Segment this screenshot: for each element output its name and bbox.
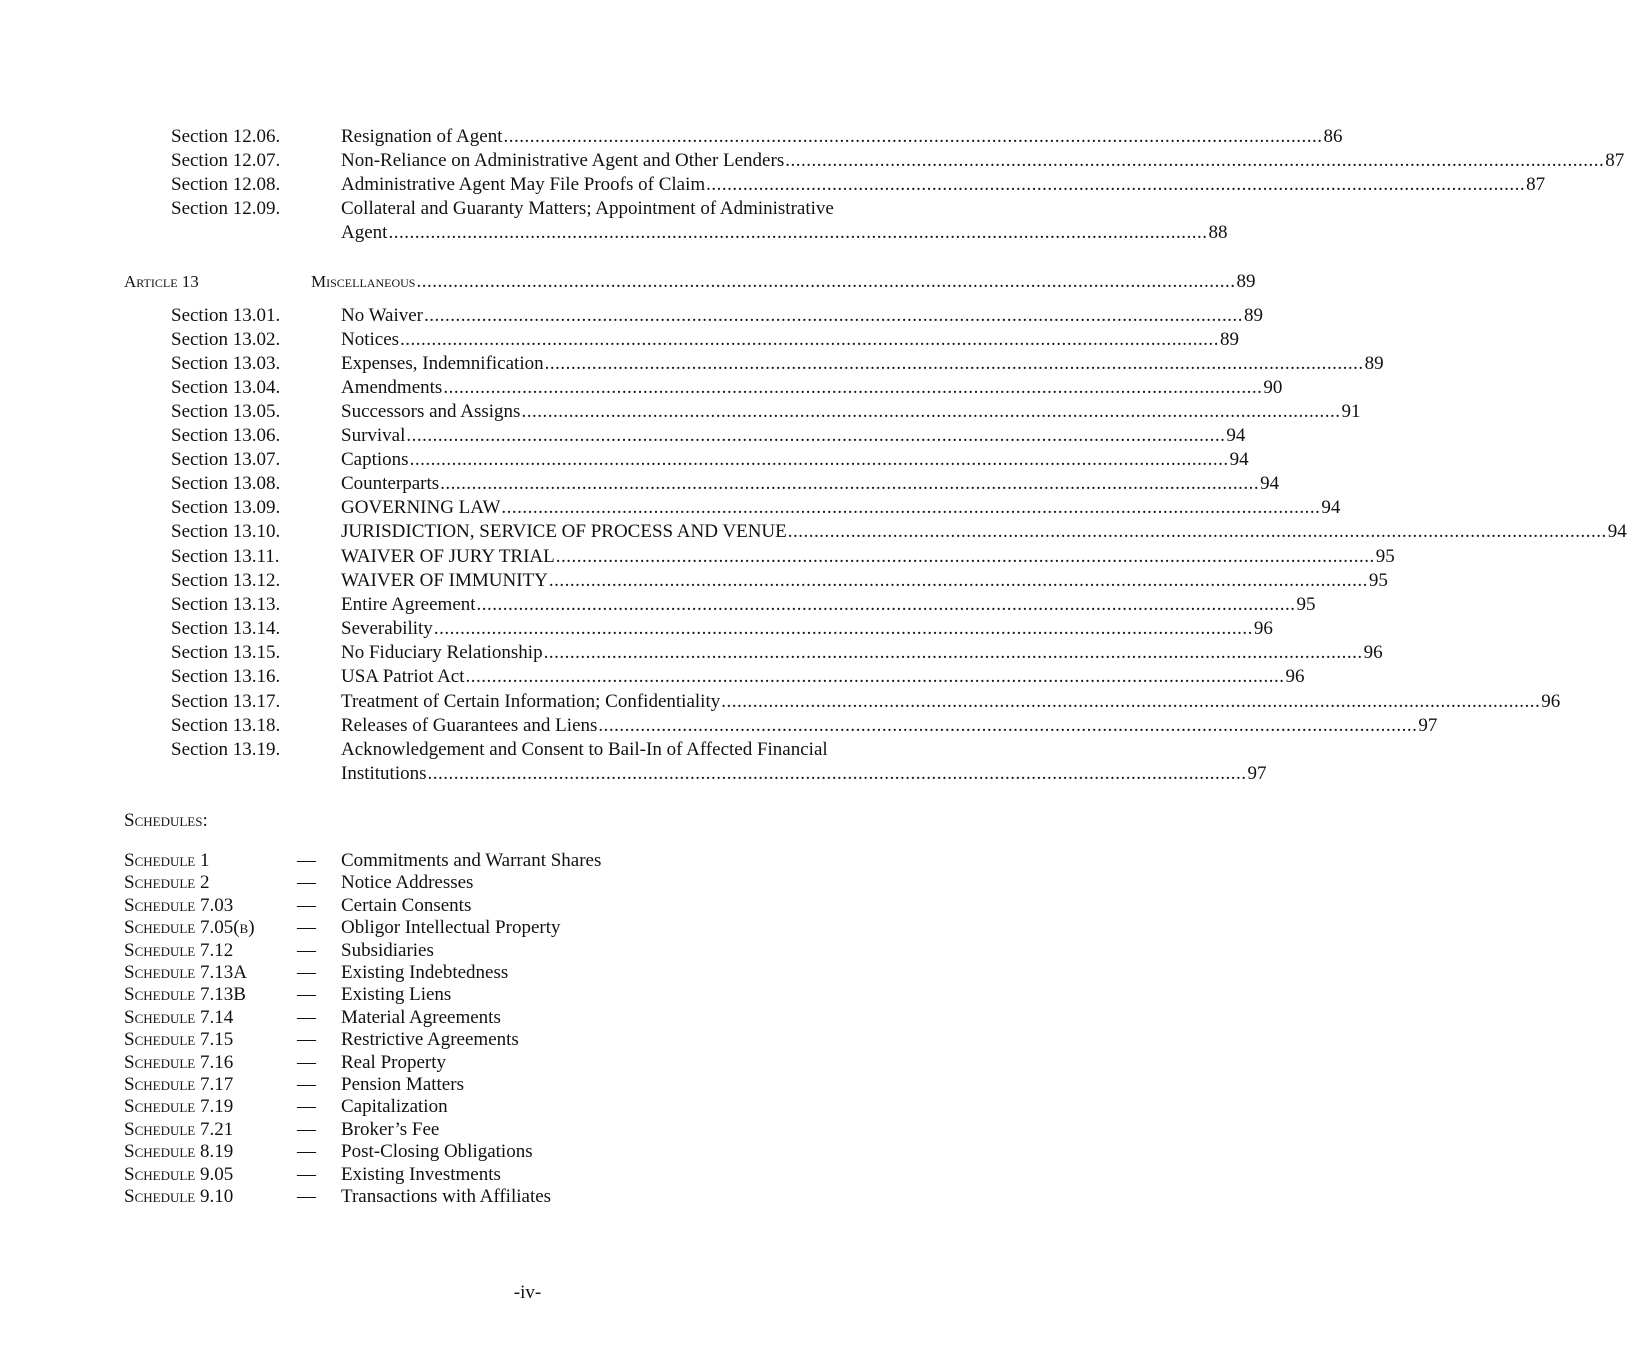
section-title: Releases of Guarantees and Liens [341, 715, 598, 736]
section-title: Treatment of Certain Information; Confidentiality [341, 691, 721, 712]
section-number: Section 13.02. [171, 329, 281, 350]
em-dash: — [297, 895, 316, 916]
section-title: Administrative Agent May File Proofs of Claim [341, 174, 706, 195]
schedule-description: Broker’s Fee [341, 1119, 440, 1140]
schedule-description: Material Agreements [341, 1007, 501, 1028]
page-ref: 96 [1541, 691, 1561, 712]
em-dash: — [297, 1119, 316, 1140]
section-title: Non-Reliance on Administrative Agent and Other Lenders [341, 150, 785, 171]
section-number: Section 13.16. [171, 666, 281, 687]
section-number: Section 13.01. [171, 305, 281, 326]
dot-leader: ............................................................................................................................................................ [543, 642, 1363, 663]
section-number: Section 13.15. [171, 642, 281, 663]
em-dash: — [297, 1141, 316, 1162]
section-title: Resignation of Agent [341, 126, 503, 147]
page-ref: 91 [1341, 401, 1361, 422]
schedule-label: Schedule 8.19 [124, 1141, 234, 1162]
section-number: Section 13.19. [171, 739, 281, 760]
em-dash: — [297, 984, 316, 1005]
schedule-description: Certain Consents [341, 895, 472, 916]
section-number: Section 13.12. [171, 570, 281, 591]
section-number: Section 13.10. [171, 521, 281, 542]
section-number: Section 12.08. [171, 174, 281, 195]
dot-leader: ............................................................................................................................................................ [721, 691, 1541, 712]
dot-leader: ............................................................................................................................................................ [548, 570, 1368, 591]
page-ref: 94 [1607, 521, 1627, 542]
section-title: Collateral and Guaranty Matters; Appointment of Administrative [341, 198, 834, 219]
section-title: USA Patriot Act [341, 666, 465, 687]
section-number: Section 13.09. [171, 497, 281, 518]
page-ref: 96 [1363, 642, 1383, 663]
schedule-description: Restrictive Agreements [341, 1029, 519, 1050]
section-title: Successors and Assigns [341, 401, 521, 422]
em-dash: — [297, 917, 316, 938]
dot-leader: ............................................................................................................................................................ [409, 449, 1229, 470]
page-ref: 89 [1220, 329, 1240, 350]
em-dash: — [297, 1052, 316, 1073]
schedule-description: Subsidiaries [341, 940, 434, 961]
section-title: Severability [341, 618, 433, 639]
schedule-description: Capitalization [341, 1096, 448, 1117]
page-ref: 95 [1368, 570, 1388, 591]
em-dash: — [297, 1029, 316, 1050]
section-title: No Fiduciary Relationship [341, 642, 543, 663]
section-number: Section 13.05. [171, 401, 281, 422]
schedule-label: Schedule 7.15 [124, 1029, 234, 1050]
page-number: -iv- [513, 1282, 542, 1303]
section-title: WAIVER OF IMMUNITY [341, 570, 548, 591]
section-title: Amendments [341, 377, 443, 398]
schedule-label: Schedule 1 [124, 850, 210, 871]
schedule-label: Schedule 7.13B [124, 984, 246, 1005]
em-dash: — [297, 1007, 316, 1028]
schedule-label: Schedule 7.19 [124, 1096, 234, 1117]
section-number: Section 13.07. [171, 449, 281, 470]
page-ref: 95 [1296, 594, 1316, 615]
page-ref: 90 [1263, 377, 1283, 398]
schedule-label: Schedule 7.03 [124, 895, 234, 916]
dot-leader: ............................................................................................................................................................ [521, 401, 1341, 422]
section-number: Section 13.11. [171, 546, 280, 567]
schedule-label: Schedule 7.17 [124, 1074, 234, 1095]
page-ref: 97 [1247, 763, 1267, 784]
section-number: Section 12.07. [171, 150, 281, 171]
page-ref: 94 [1260, 473, 1280, 494]
section-number: Section 12.06. [171, 126, 281, 147]
dot-leader: ............................................................................................................................................................ [706, 174, 1526, 195]
page-ref: 89 [1244, 305, 1264, 326]
page-ref: 89 [1364, 353, 1384, 374]
page-ref: 96 [1253, 618, 1273, 639]
dot-leader: ............................................................................................................................................................ [503, 126, 1323, 147]
dot-leader: ............................................................................................................................................................ [598, 715, 1418, 736]
section-title: Captions [341, 449, 409, 470]
article-label: Article 13 [124, 272, 199, 291]
section-number: Section 13.06. [171, 425, 281, 446]
page-ref: 88 [1208, 222, 1228, 243]
dot-leader: ............................................................................................................................................................ [465, 666, 1285, 687]
schedule-description: Real Property [341, 1052, 447, 1073]
dot-leader: ............................................................................................................................................................ [416, 271, 1236, 292]
schedule-label: Schedule 9.10 [124, 1186, 234, 1207]
em-dash: — [297, 1096, 316, 1117]
page-ref: 94 [1229, 449, 1249, 470]
section-title: JURISDICTION, SERVICE OF PROCESS AND VENUE [341, 521, 787, 542]
section-title: Counterparts [341, 473, 440, 494]
section-number: Section 13.04. [171, 377, 281, 398]
schedule-label: Schedule 7.05(b) [124, 917, 255, 938]
section-title: Entire Agreement [341, 594, 476, 615]
page-ref: 87 [1605, 150, 1625, 171]
em-dash: — [297, 872, 316, 893]
page-ref: 87 [1526, 174, 1546, 195]
dot-leader: ............................................................................................................................................................ [555, 546, 1375, 567]
dot-leader: ............................................................................................................................................................ [787, 521, 1607, 542]
dot-leader: ............................................................................................................................................................ [785, 150, 1605, 171]
dot-leader: ............................................................................................................................................................ [433, 618, 1253, 639]
page-ref: 95 [1375, 546, 1395, 567]
section-title: Survival [341, 425, 406, 446]
section-title: Acknowledgement and Consent to Bail-In of Affected Financial [341, 739, 828, 760]
section-number: Section 13.13. [171, 594, 281, 615]
dot-leader: ............................................................................................................................................................ [388, 222, 1208, 243]
page-ref: 94 [1321, 497, 1341, 518]
section-number: Section 12.09. [171, 198, 281, 219]
page-ref: 86 [1323, 126, 1343, 147]
section-title: Expenses, Indemnification [341, 353, 544, 374]
em-dash: — [297, 962, 316, 983]
section-title-continued: Agent [341, 222, 388, 243]
em-dash: — [297, 1186, 316, 1207]
schedule-label: Schedule 7.14 [124, 1007, 234, 1028]
page-ref: 89 [1236, 271, 1256, 292]
section-number: Section 13.03. [171, 353, 281, 374]
section-title: WAIVER OF JURY TRIAL [341, 546, 555, 567]
em-dash: — [297, 940, 316, 961]
section-number: Section 13.17. [171, 691, 281, 712]
dot-leader: ............................................................................................................................................................ [406, 425, 1226, 446]
dot-leader: ............................................................................................................................................................ [476, 594, 1296, 615]
article-title: Miscellaneous [311, 272, 416, 291]
em-dash: — [297, 1164, 316, 1185]
section-number: Section 13.18. [171, 715, 281, 736]
section-title: No Waiver [341, 305, 424, 326]
dot-leader: ............................................................................................................................................................ [443, 377, 1263, 398]
schedule-label: Schedule 7.13A [124, 962, 247, 983]
page-ref: 97 [1418, 715, 1438, 736]
schedule-label: Schedule 7.16 [124, 1052, 234, 1073]
section-number: Section 13.08. [171, 473, 281, 494]
schedule-description: Obligor Intellectual Property [341, 917, 561, 938]
schedule-description: Post-Closing Obligations [341, 1141, 533, 1162]
schedule-label: Schedule 9.05 [124, 1164, 234, 1185]
schedule-description: Commitments and Warrant Shares [341, 850, 602, 871]
schedule-label: Schedule 7.12 [124, 940, 234, 961]
dot-leader: ............................................................................................................................................................ [400, 329, 1220, 350]
schedule-description: Existing Investments [341, 1164, 501, 1185]
schedule-label: Schedule 2 [124, 872, 210, 893]
dot-leader: ............................................................................................................................................................ [427, 763, 1247, 784]
section-title-continued: Institutions [341, 763, 427, 784]
section-number: Section 13.14. [171, 618, 281, 639]
schedule-description: Notice Addresses [341, 872, 474, 893]
page-ref: 96 [1285, 666, 1305, 687]
schedule-description: Existing Indebtedness [341, 962, 509, 983]
section-title: GOVERNING LAW [341, 497, 501, 518]
schedule-description: Pension Matters [341, 1074, 464, 1095]
schedule-label: Schedule 7.21 [124, 1119, 234, 1140]
dot-leader: ............................................................................................................................................................ [440, 473, 1260, 494]
schedules-title: Schedules: [124, 810, 208, 831]
dot-leader: ............................................................................................................................................................ [501, 497, 1321, 518]
page-ref: 94 [1226, 425, 1246, 446]
section-title: Notices [341, 329, 400, 350]
dot-leader: ............................................................................................................................................................ [544, 353, 1364, 374]
schedule-description: Existing Liens [341, 984, 452, 1005]
dot-leader: ............................................................................................................................................................ [424, 305, 1244, 326]
em-dash: — [297, 850, 316, 871]
schedule-description: Transactions with Affiliates [341, 1186, 552, 1207]
em-dash: — [297, 1074, 316, 1095]
